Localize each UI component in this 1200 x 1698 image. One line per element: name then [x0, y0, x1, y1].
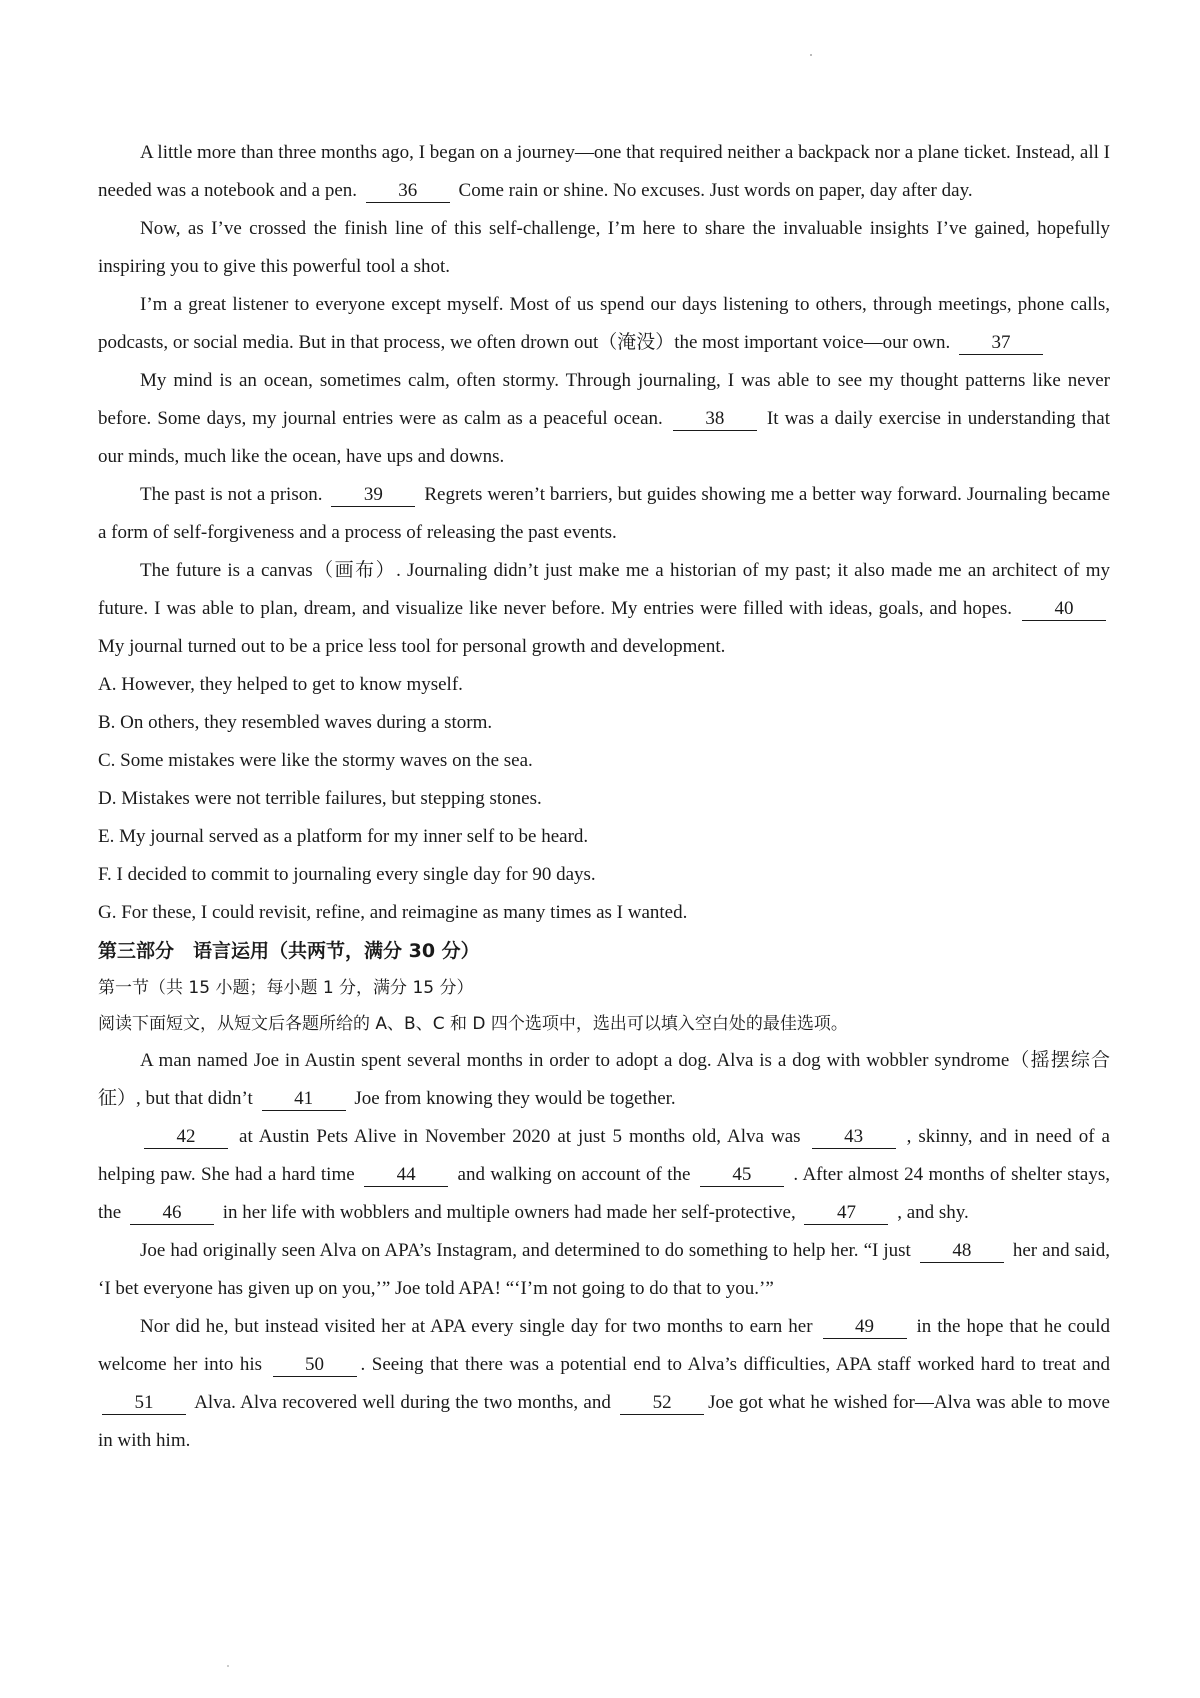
paragraph-text: A man named Joe in Austin spent several months in order to adopt a dog. Alva is a dog with wobbler syndrome（摇摆综合征）, but that didn’t: [98, 1050, 1110, 1109]
paragraph-text: , skinny, and in need of a helping paw. She had a hard time: [98, 1126, 1110, 1185]
section3-instruction: 阅读下面短文，从短文后各题所给的 A、B、C 和 D 四个选项中，选出可以填入空白处的最佳选项。: [98, 1014, 848, 1034]
answer-blank: 45: [700, 1164, 784, 1187]
paragraph-text: It was a daily exercise in understanding that our minds, much like the ocean, have ups and downs.: [98, 408, 1110, 467]
paragraph-text: A little more than three months ago, I began on a journey—one that required neither a backpack nor a plane ticket. Instead, all I needed was a notebook and a pen.: [98, 142, 1110, 201]
answer-blank: 39: [331, 484, 415, 507]
paragraph-text: I’m a great listener to everyone except myself. Most of us spend our days listening to others, through meetings, phone calls, podcasts, or social media. But in that process, we often drown out（淹没）the most important voice—our own.: [98, 294, 1110, 353]
scan-speck: [227, 1665, 229, 1667]
paragraph: [98, 362, 1110, 476]
paragraph: [98, 476, 1110, 552]
answer-blank: 46: [130, 1202, 214, 1225]
answer-option: D. Mistakes were not terrible failures, but stepping stones.: [98, 788, 542, 809]
answer-blank: 51: [102, 1392, 186, 1415]
answer-blank: 36: [366, 180, 450, 203]
paragraph-text: her and said, ‘I bet everyone has given up on you,’” Joe told APA! “‘I’m not going to do that to you.’”: [98, 1240, 1110, 1299]
answer-option: E. My journal served as a platform for my inner self to be heard.: [98, 826, 589, 847]
paragraph-text: Joe from knowing they would be together.: [349, 1088, 676, 1109]
answer-blank: 44: [364, 1164, 448, 1187]
page-content: [98, 134, 1110, 1460]
answer-blank: 41: [262, 1088, 346, 1111]
section2-options: [98, 666, 1110, 932]
section3-heading: 第三部分 语言运用（共两节，满分 30 分）: [98, 940, 480, 962]
paragraph: [98, 286, 1110, 362]
answer-blank: 47: [804, 1202, 888, 1225]
section2-passage: [98, 134, 1110, 666]
paragraph-text: in her life with wobblers and multiple owners had made her self-protective,: [217, 1202, 801, 1223]
paragraph-text: Alva. Alva recovered well during the two months, and: [190, 1392, 617, 1413]
answer-blank: 49: [823, 1316, 907, 1339]
answer-blank: 43: [812, 1126, 896, 1149]
answer-option: A. However, they helped to get to know myself.: [98, 674, 463, 695]
paragraph-text: and walking on account of the: [452, 1164, 696, 1185]
paragraph-text: , and shy.: [892, 1202, 969, 1223]
paragraph-text: The past is not a prison.: [140, 484, 328, 505]
section3-sub-heading: 第一节（共 15 小题；每小题 1 分，满分 15 分）: [98, 978, 474, 998]
paragraph-text: in the hope that he could welcome her into his: [98, 1316, 1110, 1375]
answer-option: G. For these, I could revisit, refine, and reimagine as many times as I wanted.: [98, 902, 688, 923]
paragraph: [98, 1042, 1110, 1118]
paragraph-text: at Austin Pets Alive in November 2020 at just 5 months old, Alva was: [232, 1126, 808, 1147]
paragraph-text: My journal turned out to be a price less tool for personal growth and development.: [98, 636, 726, 657]
section3-passage: [98, 1042, 1110, 1460]
paragraph-text: Joe got what he wished for—Alva was able to move in with him.: [98, 1392, 1110, 1451]
paragraph-text: Joe had originally seen Alva on APA’s Instagram, and determined to do something to help her. “I just: [140, 1240, 916, 1261]
answer-option: C. Some mistakes were like the stormy waves on the sea.: [98, 750, 533, 771]
paragraph-text: Nor did he, but instead visited her at APA every single day for two months to earn her: [140, 1316, 819, 1337]
paragraph: [98, 134, 1110, 210]
paragraph-text: Regrets weren’t barriers, but guides showing me a better way forward. Journaling became a form of self-forgiveness and a process of releasing the past events.: [98, 484, 1110, 543]
paragraph: [98, 1308, 1110, 1460]
paragraph: [98, 210, 1110, 286]
answer-blank: 38: [673, 408, 757, 431]
scan-speck: [810, 54, 812, 56]
answer-blank: 42: [144, 1126, 228, 1149]
answer-blank: 48: [920, 1240, 1004, 1263]
answer-option: F. I decided to commit to journaling every single day for 90 days.: [98, 864, 596, 885]
paragraph: [98, 1118, 1110, 1232]
answer-option: B. On others, they resembled waves during a storm.: [98, 712, 493, 733]
answer-blank: 52: [620, 1392, 704, 1415]
paragraph: [98, 1232, 1110, 1308]
paragraph-text: . After almost 24 months of shelter stays, the: [98, 1164, 1110, 1223]
paragraph-text: Come rain or shine. No excuses. Just words on paper, day after day.: [453, 180, 973, 201]
answer-blank: 50: [273, 1354, 357, 1377]
paragraph-text: The future is a canvas（画布）. Journaling didn’t just make me a historian of my past; it also made me an architect of my future. I was able to plan, dream, and visualize like never before. My entries were filled with ideas, goals, and hopes.: [98, 560, 1110, 619]
paragraph: [98, 552, 1110, 666]
paragraph-text: Now, as I’ve crossed the finish line of this self-challenge, I’m here to share the invaluable insights I’ve gained, hopefully inspiring you to give this powerful tool a shot.: [98, 218, 1110, 277]
answer-blank: 40: [1022, 598, 1106, 621]
paragraph-text: My mind is an ocean, sometimes calm, often stormy. Through journaling, I was able to see my thought patterns like never before. Some days, my journal entries were as calm as a peaceful ocean.: [98, 370, 1110, 429]
paragraph-text: . Seeing that there was a potential end to Alva’s difficulties, APA staff worked hard to treat and: [360, 1354, 1110, 1375]
answer-blank: 37: [959, 332, 1043, 355]
